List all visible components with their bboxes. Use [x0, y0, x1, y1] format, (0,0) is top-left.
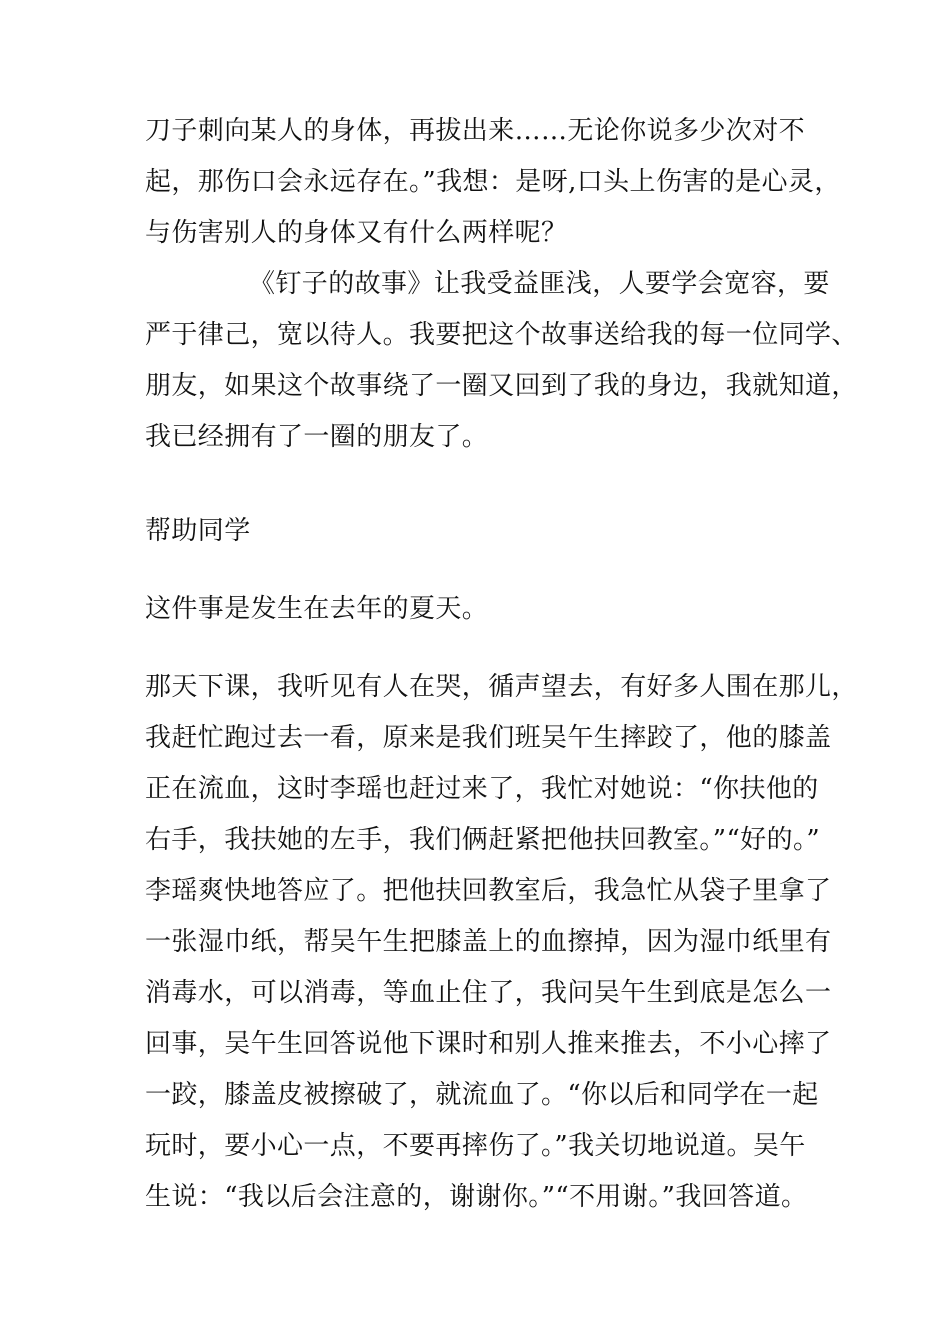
text-line: 右手，我扶她的左手，我们俩赶紧把他扶回教室。”“好的。” [145, 825, 821, 855]
text-line: 玩时，要小心一点，不要再摔伤了。”我关切地说道。吴午 [145, 1131, 806, 1161]
text-line: 朋友，如果这个故事绕了一圈又回到了我的身边，我就知道， [145, 371, 858, 401]
text-line: 严于律己，宽以待人。我要把这个故事送给我的每一位同学、 [145, 320, 858, 350]
text-line: 生说：“我以后会注意的，谢谢你。”“不用谢。”我回答道。 [145, 1182, 808, 1212]
essay-heading [145, 506, 815, 557]
text-line: 《钉子的故事》让我受益匪浅，人要学会宽容，要 [249, 269, 830, 299]
text-line: 一跤，膝盖皮被擦破了，就流血了。“你以后和同学在一起 [145, 1080, 819, 1110]
paragraph-intro [145, 584, 815, 635]
paragraph-nail-story-ending [145, 106, 841, 259]
text-line: 与伤害别人的身体又有什么两样呢？ [145, 218, 568, 248]
text-line: 正在流血，这时李瑶也赶过来了，我忙对她说：“你扶他的 [145, 774, 819, 804]
text-line: 回事，吴午生回答说他下课时和别人推来推去，不小心摔了 [145, 1029, 832, 1059]
text-line: 这件事是发生在去年的夏天。 [145, 594, 489, 624]
heading-text: 帮助同学 [145, 516, 251, 546]
text-line: 那天下课，我听见有人在哭，循声望去，有好多人围在那儿， [145, 672, 858, 702]
paragraph-nail-story-reflection [145, 259, 858, 463]
text-line: 刀子刺向某人的身体，再拔出来……无论你说多少次对不 [145, 116, 806, 146]
paragraph-story [145, 662, 858, 1223]
text-line: 我已经拥有了一圈的朋友了。 [145, 422, 489, 452]
text-line: 起，那伤口会永远存在。”我想：是呀,口头上伤害的是心灵， [145, 167, 841, 197]
text-line: 消毒水，可以消毒，等血止住了，我问吴午生到底是怎么一 [145, 978, 832, 1008]
text-line: 我赶忙跑过去一看，原来是我们班吴午生摔跤了，他的膝盖 [145, 723, 832, 753]
text-line: 李瑶爽快地答应了。把他扶回教室后，我急忙从袋子里拿了 [145, 876, 832, 906]
text-line: 一张湿巾纸，帮吴午生把膝盖上的血擦掉，因为湿巾纸里有 [145, 927, 832, 957]
